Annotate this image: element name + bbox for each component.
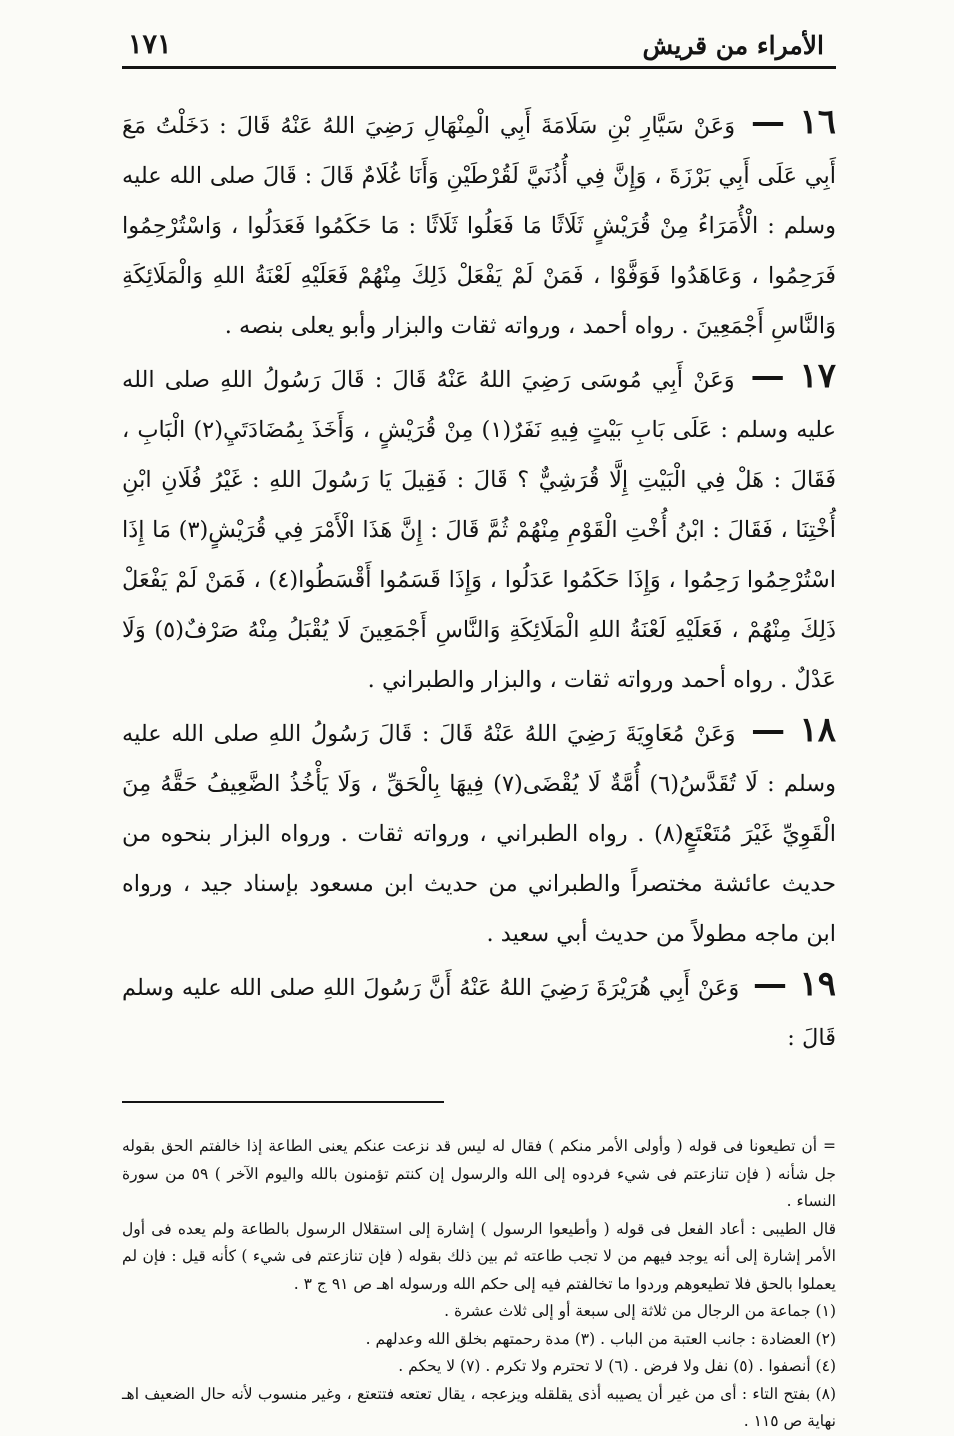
hadith-number: ١٩ — <box>753 964 836 1004</box>
hadith-text: وَعَنْ مُعَاوِيَةَ رَضِيَ اللهُ عَنْهُ قَالَ : قَالَ رَسُولُ اللهِ صلى الله عليه وسلم : لَا تُقَدَّسُ(٦) أُمَّةٌ لَا يُقْضَى(٧) فِيهَا بِالْحَقِّ ، وَلَا يَأْخُذُ الضَّعِيفُ حَقَّهُ مِنَ الْقَوِيِّ غَيْرَ مُتَعْتَعٍ(٨) . رواه الطبراني ، ورواته ثقات . ورواه البزار بنحوه من حديث عائشة مختصراً والطبراني من حديث ابن مسعود بإسناد جيد ، ورواه ابن ماجه مطولاً من حديث أبي سعيد . <box>122 721 836 947</box>
hadith-text: وَعَنْ أَبِي مُوسَى رَضِيَ اللهُ عَنْهُ قَالَ : قَالَ رَسُولُ اللهِ صلى الله عليه وسلم : عَلَى بَابِ بَيْتٍ فِيهِ نَفَرٌ(١) مِنْ قُرَيْشٍ ، وَأَخَذَ بِمُضَادَتَيِ(٢) الْبَابِ ، فَقَالَ : هَلْ فِي الْبَيْتِ إِلَّا قُرَشِيٌّ ؟ قَالَ : فَقِيلَ يَا رَسُولَ اللهِ : غَيْرُ فُلَانِ ابْنِ أُخْتِنَا ، فَقَالَ : ابْنُ أُخْتِ الْقَوْمِ مِنْهُمْ ثُمَّ قَالَ : إِنَّ هَذَا الْأَمْرَ فِي قُرَيْشٍ(٣) مَا إِذَا اسْتُرْحِمُوا رَحِمُوا ، وَإِذَا حَكَمُوا عَدَلُوا ، وَإِذَا قَسَمُوا أَقْسَطُوا(٤) ، فَمَنْ لَمْ يَفْعَلْ ذَلِكَ مِنْهُمْ ، فَعَلَيْهِ لَعْنَةُ اللهِ الْمَلَائِكَةِ وَالنَّاسِ أَجْمَعِينَ لَا يُقْبَلُ مِنْهُ صَرْفٌ(٥) وَلَا عَدْلٌ . رواه أحمد ورواته ثقات ، والبزار والطبراني . <box>122 367 837 693</box>
hadith-number: ١٧ — <box>750 356 836 396</box>
hadith-text: وَعَنْ سَيَّارِ بْنِ سَلَامَةَ أَبِي الْمِنْهَالِ رَضِيَ اللهُ عَنْهُ قَالَ : دَخَلْتُ مَعَ أَبِي عَلَى أَبِي بَرْزَةَ ، وَإِنَّ فِي أُذُنَيَّ لَقُرْطَيْنِ وَأَنَا غُلَامٌ قَالَ : قَالَ صلى الله عليه وسلم : الْأُمَرَاءُ مِنْ قُرَيْشٍ ثَلَاثًا مَا فَعَلُوا ثَلَاثًا : مَا حَكَمُوا فَعَدَلُوا ، وَاسْتُرْحِمُوا فَرَحِمُوا ، وَعَاهَدُوا فَوَفَّوْا ، فَمَنْ لَمْ يَفْعَلْ ذَلِكَ مِنْهُمْ فَعَلَيْهِ لَعْنَةُ اللهِ وَالْمَلَائِكَةِ وَالنَّاسِ أَجْمَعِينَ . رواه أحمد ، ورواته ثقات والبزار وأبو يعلى بنصه . <box>122 113 836 339</box>
hadith-paragraph <box>122 959 836 1063</box>
hadith-paragraph <box>122 705 836 959</box>
footnotes <box>122 1133 836 1436</box>
hadith-number: ١٨ — <box>751 710 836 750</box>
footnote-8: (٨) بفتح التاء : أى من غير أن يصيبه أذى يقلقله ويزعجه ، يقال تعتعه فتتعتع ، وغير منسوب لأنه حال الضعيف اهـ نهاية ص ١١٥ . <box>122 1384 836 1430</box>
footnote-4-7: (٤) أنصفوا . (٥) نفل ولا فرض . (٦) لا تحترم ولا تكرم . (٧) لا يحكم . <box>398 1357 836 1375</box>
hadith-paragraph <box>122 97 836 351</box>
footnote-1: (١) جماعة من الرجال من ثلاثة إلى سبعة أو إلى ثلاث عشرة . <box>444 1302 836 1320</box>
page-header <box>122 16 836 69</box>
hadith-text: وَعَنْ أَبِي هُرَيْرَةَ رَضِيَ اللهُ عَنْهُ أَنَّ رَسُولَ اللهِ صلى الله عليه وسلم قَالَ : <box>122 975 836 1051</box>
footnote-commentary: قال الطيبى : أعاد الفعل فى قوله ( وأطيعوا الرسول ) إشارة إلى استقلال الرسول بالطاعة ولم يعده فى أول الأمر إشارة إلى أنه يوجد فيهم من لا تجب طاعته ثم بين ذلك بقوله ( فإن تنازعتم فى شيء ) كأنه قيل : فإن لم يعملوا بالحق فلا تطيعوهم وردوا ما تخالفتم فيه إلى حكم الله ورسوله اهـ ص ٩١ ج ٣ . <box>122 1219 836 1293</box>
footnote-2-3: (٢) العضادة : جانب العتبة من الباب . (٣) مدة رحمتهم بخلق الله وعدلهم . <box>365 1329 836 1348</box>
hadith-number: ١٦ — <box>750 102 836 142</box>
main-text <box>122 97 836 1063</box>
running-title: الأمراء من قريش <box>642 31 824 60</box>
page-number: ١٧١ <box>128 29 172 60</box>
footnote-separator <box>122 1101 444 1103</box>
hadith-paragraph <box>122 351 836 705</box>
footnote-continuation: = أن تطيعونا فى قوله ( وأولى الأمر منكم ) فقال له ليس قد نزعت عنكم يعنى الطاعة إذا خالفتم الحق بقوله جل شأنه ( فإن تنازعتم فى شيء فردوه إلى الله والرسول إن كنتم تؤمنون بالله واليوم الآخر ) ٥٩ من سورة النساء . <box>122 1137 836 1210</box>
